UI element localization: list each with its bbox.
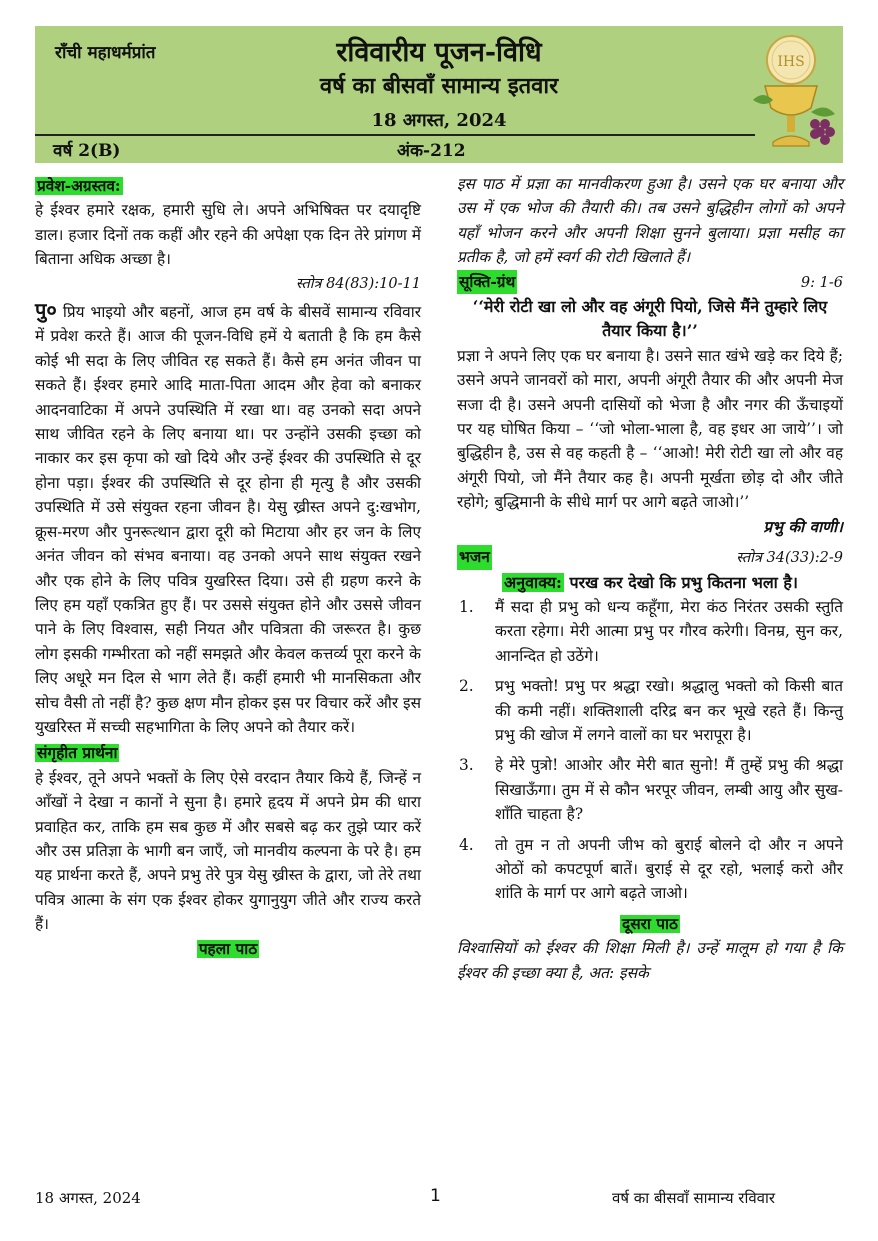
collect-label: संगृहीत प्रार्थना <box>37 744 118 763</box>
second-reading-label: दूसरा पाठ <box>622 914 678 933</box>
footer-title: वर्ष का बीसवाँ सामान्य रविवार <box>612 1189 776 1207</box>
left-column <box>35 174 421 961</box>
verse-text: प्रभु भक्तो! प्रभु पर श्रद्धा रखो। श्रद्धालु भक्तो को किसी बात की कमी नहीं। शक्तिशाली दरिद्र बन कर भूखे रहते हैं। किन्तु प्रभु की खोज में लगने वालों का घर भरापूरा है। <box>495 677 843 744</box>
priest-marker: पु० <box>35 298 57 323</box>
entrance-antiphon-section <box>35 174 421 296</box>
second-reading-intro: विश्वासियों को ईश्वर की शिक्षा मिली है। उन्हें मालूम हो गया है कि ईश्वर की इच्छा क्या है, अत: इसके <box>457 939 843 982</box>
verse-text: तो तुम न तो अपनी जीभ को बुराई बोलने दो और न अपने ओठों को कपटपूर्ण बातें। बुराई से दूर रहो, भलाई करो और शांति के मार्ग पर आगे बढ़ते जाओ। <box>495 835 843 903</box>
reading-text: प्रज्ञा ने अपने लिए एक घर बनाया है। उसने सात खंभे खड़े कर दिये हैं; उसने अपने जानवरों को मारा, अपनी अंगूरी तैयार की और अपनी मेज सजा दी है। उसने अपनी दासियों को भेजा है और नगर की ऊँचाइयों पर यह घोषित किया – ‘‘जो भोला-भाला है, वह इधर आ जाये’’। जो बुद्धिहीन है, उस से वह कहती है – ‘‘आओ! मेरी रोटी खा लो और वह अंगूरी पियो, जो मैंने तैयार कह है। अपनी मूर्खता छोड़ दो और जीते रहोगे; बुद्धिमानी के सीधे मार्ग पर आगे बढ़ते जाओ।’’ <box>457 346 843 512</box>
reading-closing: प्रभु की वाणी। <box>763 517 843 536</box>
verse-text: हे मेरे पुत्रो! आओर और मेरी बात सुनो! मैं तुम्हें प्रभु की श्रद्धा सिखाऊँगा। तुम में से कौन भरपूर जीवन, लम्बी आयु और सुख-शाँति चाहता है? <box>495 756 843 824</box>
verse-text: मैं सदा ही प्रभु को धन्य कहूँगा, मेरा कंठ निरंतर उसकी स्तुति करता रहेगा। मेरी आत्मा प्रभु पर गौरव करेगी। विनम्र, सुन कर, आनन्दित हो उठेंगे। <box>495 597 843 665</box>
issue-number: अंक-212 <box>397 141 466 161</box>
psalm-verse <box>457 753 843 826</box>
second-reading-heading <box>457 912 843 936</box>
page-subtitle: वर्ष का बीसवाँ सामान्य इतवार <box>319 73 559 99</box>
entrance-label: प्रवेश-अग्रस्तव: <box>37 177 121 195</box>
footer-date: 18 अगस्त, 2024 <box>35 1189 141 1207</box>
psalm-ref: स्तोत्र 34(33):2-9 <box>736 550 843 567</box>
psalm-verse <box>457 595 843 668</box>
response-label: अनुवाक्य: <box>504 572 562 592</box>
introduction-section <box>35 298 421 739</box>
header-date: 18 अगस्त, 2024 <box>371 110 507 131</box>
response-text: परख कर देखो कि प्रभु कितना भला है। <box>569 572 798 592</box>
header-divider <box>35 134 755 136</box>
diocese-name: राँची महाधर्मप्रांत <box>55 43 156 63</box>
psalm-verse <box>457 833 843 906</box>
psalm-label: भजन <box>457 545 492 569</box>
page-title: रविवारीय पूजन-विधि <box>336 37 542 68</box>
right-column <box>457 174 843 985</box>
host-ihs-text: IHS <box>777 54 805 70</box>
entrance-text: हे ईश्वर हमारे रक्षक, हमारी सुधि ले। अपने अभिषिक्त पर दयादृष्टि डाल। हजार दिनों तक कहीं और रहने की अपेक्षा एक दिन तेरे प्रांगण में बिताना अधिक अच्छा है। <box>35 201 421 269</box>
verse-number: 2. <box>459 677 474 696</box>
verse-number: 4. <box>459 835 474 854</box>
liturgical-year: वर्ष 2(B) <box>53 141 121 161</box>
reading-book-label: सूक्ति-ग्रंथ <box>457 270 517 294</box>
entrance-ref: स्तोत्र 84(83):10-11 <box>295 275 421 292</box>
collect-section <box>35 741 421 936</box>
psalm-response <box>457 571 843 595</box>
psalm-verse <box>457 674 843 747</box>
first-reading-heading <box>35 937 421 961</box>
verse-number: 1. <box>459 597 474 616</box>
introduction-text: प्रिय भाइयो और बहनों, आज हम वर्ष के बीसवें सामान्य रविवार में प्रवेश करते हैं। आज की पूजन-विधि हमें ये बताती है कि हम कैसे कोई भी सदा के लिए जीवित रह सकते हैं। कैसे हम अनंत जीवन पा सकते हैं। ईश्वर हमारे आदि माता-पिता आदम और हेवा को बनाकर आदनवाटिका में अपने उपस्थिति में रखा था। वह उनको सदा अपने साथ जीवित रहने के लिए बनाया था। पर उन्होंने उसकी इच्छा को नाकार कर इस कृपा को खो दिये और उन्हें ईश्वर की उपस्थिति से दूर होना पड़ा। ईश्वर की उपस्थिति से दूर होना ही मृत्यु है और उसकी उपस्थिति में उसे संयुक्त रहना जीवन है। येसु ख्रीस्त अपने दु:खभोग, क्रूस-मरण और पुनरूत्थान द्वारा दूरी को मिटाया और हर जन के लिए अनंत जीवन को संभव बनाया। वह उनको अपने साथ संयुक्त रखने और एक होने के लिए पवित्र युखरिस्त दिया। उसे ही ग्रहण करने के लिए हम यहाँ एकत्रित हुए हैं। पर उससे संयुक्त होने और उससे जीवन पाने के लिए विश्वास, सही नियत और पवित्रता की जरूरत है। कुछ लोग इसकी गम्भीरता को नहीं समझते और केवल कत्तर्व्य पूरा करने के लिए अधूरे मन दिल से भाग लेते हैं। कहीं हमारी भी मानसिकता और सोच वैसी तो नहीं है? कुछ क्षण मौन होकर इस पर विचार करें और इस युखरिस्त में सच्ची सहभागिता के लिए अपने को तैयार करें। <box>35 303 421 736</box>
verse-number: 3. <box>459 756 474 775</box>
page-number: 1 <box>430 1186 441 1206</box>
collect-text: हे ईश्वर, तूने अपने भक्तों के लिए ऐसे वरदान तैयार किये हैं, जिन्हें न आँखों ने देखा न कानों ने सुना है। हमारे हृदय में अपने प्रेम की धारा प्रवाहित कर, ताकि हम सब कुछ में और सबसे बढ़ कर तुझे प्यार करें और उस प्रतिज्ञा के भागी बन जाएँ, जो मानवीय कल्पना के परे है। हम यह प्रार्थना करते हैं, अपने प्रभु तेरे पुत्र येसु ख्रीस्त के द्वारा, जो तेरे तथा पवित्र आत्मा के संग एक ईश्वर होकर युगानुयुग जीते और राज्य करते हैं। <box>35 768 421 934</box>
header-banner <box>35 26 843 163</box>
psalm-heading-row <box>457 545 843 570</box>
first-reading-intro: इस पाठ में प्रज्ञा का मानवीकरण हुआ है। उसने एक घर बनाया और उस में एक भोज की तैयारी की। तब उसने बुद्धिहीन लोगों को अपने यहाँ भोजन करने और अपनी शिक्षा सुनने बुलाया। प्रज्ञा मसीह का प्रतीक है, जो हमें स्वर्ग की रोटी खिलाते हैं। <box>457 175 843 267</box>
reading-book-row <box>457 270 843 295</box>
reading-headline: ‘‘मेरी रोटी खा लो और वह अंगूरी पियो, जिसे मैंने तुम्हारे लिए तैयार किया है।’’ <box>472 297 828 341</box>
reading-ref: 9: 1-6 <box>800 274 843 291</box>
psalm-verses <box>457 595 843 906</box>
chalice-host-grapes-icon <box>745 30 837 158</box>
first-reading-label: पहला पाठ <box>198 939 258 958</box>
